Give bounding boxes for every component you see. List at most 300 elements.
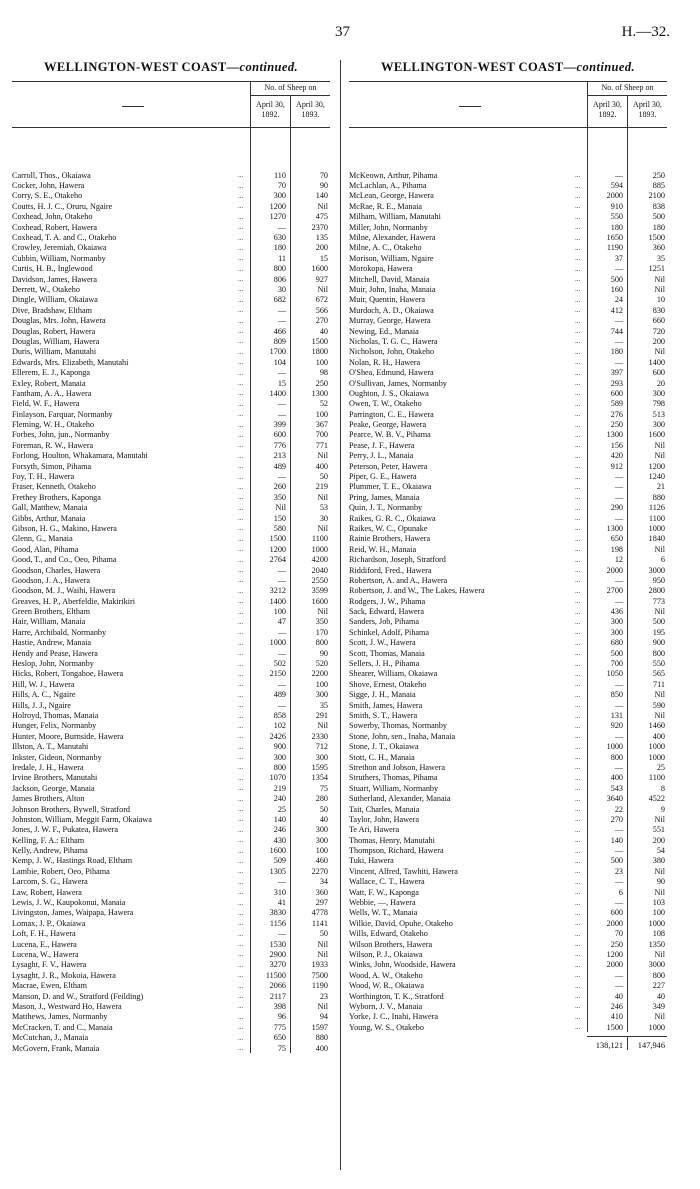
table-row xyxy=(349,180,667,190)
owner-name: Glenn, G., Manaia xyxy=(12,534,73,544)
sheep-1892: 110 xyxy=(274,170,286,180)
owner-name: Gibbs, Arthur, Manaia xyxy=(12,513,86,523)
sheep-1892: 156 xyxy=(610,440,623,450)
sheep-1892: — xyxy=(277,575,286,585)
sheep-1892: — xyxy=(277,472,286,482)
sheep-1893: 1354 xyxy=(311,773,328,783)
owner-name: Nolan, R. H., Hawera xyxy=(349,357,421,367)
owner-name: Corry, S. E., Otakeho xyxy=(12,191,83,201)
column-rule xyxy=(290,128,291,1053)
sheep-1893: Nil xyxy=(317,721,328,731)
owner-name: Hills, A. C., Ngaire xyxy=(12,690,76,700)
sheep-1893: 800 xyxy=(652,970,665,980)
leader-dots: ... xyxy=(238,690,244,699)
leader-dots: ... xyxy=(575,410,581,419)
owner-name: Foreman, R. W., Hawera xyxy=(12,440,94,450)
sheep-1892: 300 xyxy=(273,752,286,762)
leader-dots: ... xyxy=(575,680,581,689)
owner-name: Lewis, J. W., Kaupokonui, Manaia xyxy=(12,898,126,908)
sheep-1893: 1100 xyxy=(648,513,665,523)
table-row xyxy=(12,378,330,388)
sheep-1892: — xyxy=(277,222,286,232)
owner-name: Finlayson, Farquar, Normanby xyxy=(12,409,113,419)
table-row xyxy=(349,513,667,523)
leader-dots: ... xyxy=(238,368,244,377)
owner-name: Illston, A. T., Manutahi xyxy=(12,742,89,752)
owner-name: Plummer, T. E., Okaiawa xyxy=(349,482,432,492)
sheep-1892: 744 xyxy=(610,326,623,336)
sheep-1893: 103 xyxy=(652,898,665,908)
leader-dots: ... xyxy=(575,285,581,294)
sheep-1892: — xyxy=(614,264,623,274)
leader-dots: ... xyxy=(575,441,581,450)
sheep-1893: Nil xyxy=(654,347,665,357)
sheep-1892: — xyxy=(614,316,623,326)
sheep-1893: 2040 xyxy=(311,565,328,575)
sheep-1893: 660 xyxy=(652,316,665,326)
table-row xyxy=(12,513,330,523)
table-row xyxy=(12,367,330,377)
table-row xyxy=(349,648,667,658)
table-row xyxy=(12,845,330,855)
sheep-1892: 246 xyxy=(273,825,286,835)
leader-dots: ... xyxy=(575,898,581,907)
table-row xyxy=(12,471,330,481)
owner-name: Edwards, Mrs. Elizabeth, Manutahi xyxy=(12,357,129,367)
sheep-1893: 700 xyxy=(315,430,328,440)
sheep-1893: 1597 xyxy=(311,1022,328,1032)
sheep-1893: 380 xyxy=(652,856,665,866)
leader-dots: ... xyxy=(575,971,581,980)
table-row xyxy=(349,534,667,544)
table-row xyxy=(12,960,330,970)
table-row xyxy=(12,274,330,284)
sheep-1893: Nil xyxy=(654,711,665,720)
leader-dots: ... xyxy=(575,940,581,949)
sheep-1893: 90 xyxy=(319,181,328,191)
owner-name: Strethon and Jobson, Hawera xyxy=(349,762,445,772)
owner-name: Morison, William, Ngaire xyxy=(349,253,434,263)
sheep-1892: — xyxy=(277,565,286,575)
sheep-1892: 70 xyxy=(277,181,286,191)
sheep-1892: 806 xyxy=(273,274,286,284)
sheep-1893: 100 xyxy=(315,679,328,689)
leader-dots: ... xyxy=(575,815,581,824)
total-1893: 147,946 xyxy=(627,1036,667,1050)
sheep-1893: 1190 xyxy=(311,981,328,991)
sheep-1893: Nil xyxy=(654,949,665,959)
sheep-1892: 6 xyxy=(618,887,623,897)
sheep-1892: 809 xyxy=(273,336,286,346)
leader-dots: ... xyxy=(575,503,581,512)
sheep-1892: 96 xyxy=(277,1012,286,1022)
leader-dots: ... xyxy=(575,960,581,969)
sheep-1892: 900 xyxy=(273,742,286,752)
sheep-1893: 950 xyxy=(652,575,665,585)
owner-name: Webbie, —, Hawera xyxy=(349,898,416,908)
table-row xyxy=(349,1012,667,1022)
leader-dots: ... xyxy=(238,638,244,647)
column-rule xyxy=(587,128,588,1032)
table-row xyxy=(349,887,667,897)
sheep-1893: 227 xyxy=(652,981,665,991)
owner-name: Matthews, James, Normanby xyxy=(12,1012,108,1022)
sheep-1892: 23 xyxy=(614,866,623,876)
table-row xyxy=(349,939,667,949)
owner-name: Harre, Archibald, Normanby xyxy=(12,627,107,637)
sheep-1893: 927 xyxy=(315,274,328,284)
sheep-1893: Nil xyxy=(654,887,665,897)
sheep-1892: 15 xyxy=(277,378,286,388)
table-row xyxy=(349,212,667,222)
sheep-1893: 291 xyxy=(315,711,328,720)
table-row xyxy=(349,586,667,596)
sheep-1893: 475 xyxy=(315,212,328,222)
sheep-1892: 1305 xyxy=(269,866,286,876)
owner-name: Scott, Thomas, Manaia xyxy=(349,648,425,658)
sheep-1892: — xyxy=(277,877,286,887)
owner-name: Thompson, Richard, Hawera xyxy=(349,846,444,856)
table-row xyxy=(12,783,330,793)
table-row xyxy=(349,793,667,803)
sheep-1893: Nil xyxy=(654,274,665,284)
owner-name: Schinkel, Adolf, Pihama xyxy=(349,627,430,637)
leader-dots: ... xyxy=(575,805,581,814)
sheep-1892: 300 xyxy=(273,191,286,201)
table-row xyxy=(12,347,330,357)
owner-name: Duris, William, Manutahi xyxy=(12,347,97,357)
sheep-1892: — xyxy=(614,898,623,908)
sheep-1893: 6 xyxy=(660,555,665,565)
owner-name: Smith, S. T., Hawera xyxy=(349,711,418,720)
sheep-1893: 180 xyxy=(652,222,665,232)
leader-dots: ... xyxy=(575,191,581,200)
owner-name: Lucena, W., Hawera xyxy=(12,949,79,959)
leader-dots: ... xyxy=(575,534,581,543)
sheep-1893: 1240 xyxy=(648,472,665,482)
owner-name: Muir, John, Inaha, Manaia xyxy=(349,284,436,294)
leader-dots: ... xyxy=(575,254,581,263)
sheep-1892: 858 xyxy=(273,711,286,720)
owner-name: Hair, William, Manaia xyxy=(12,617,86,627)
table-row xyxy=(12,492,330,502)
sheep-1893: 900 xyxy=(652,638,665,648)
table-row xyxy=(12,180,330,190)
table-row xyxy=(12,451,330,461)
sheep-1892: — xyxy=(614,513,623,523)
sheep-1892: 180 xyxy=(610,347,623,357)
sheep-1892: — xyxy=(614,170,623,180)
table-row xyxy=(12,1012,330,1022)
leader-dots: ... xyxy=(575,597,581,606)
sheep-1893: 98 xyxy=(319,368,328,378)
leader-dots: ... xyxy=(575,701,581,710)
sheep-1892: 310 xyxy=(273,887,286,897)
leader-dots: ... xyxy=(575,243,581,252)
owner-name: Struthers, Thomas, Pihama xyxy=(349,773,438,783)
sheep-1893: 280 xyxy=(315,794,328,804)
table-row xyxy=(349,378,667,388)
table-row xyxy=(349,783,667,793)
leader-dots: ... xyxy=(238,285,244,294)
owner-name: Oughton, J. S., Okaiawa xyxy=(349,388,429,398)
owner-name: O'Shea, Edmund, Hawera xyxy=(349,368,434,378)
sheep-1892: 1530 xyxy=(269,939,286,949)
leader-dots: ... xyxy=(238,223,244,232)
sheep-1892: 3830 xyxy=(269,908,286,918)
owner-name: Yorke, J. C., Inahi, Hawera xyxy=(349,1012,438,1022)
leader-dots: ... xyxy=(575,732,581,741)
leader-dots: ... xyxy=(575,607,581,616)
table-row xyxy=(12,482,330,492)
right-table-body xyxy=(349,128,667,1032)
sheep-1893: 880 xyxy=(315,1033,328,1043)
table-row xyxy=(12,399,330,409)
leader-dots: ... xyxy=(238,908,244,917)
sheep-1893: 297 xyxy=(315,898,328,908)
leader-dots: ... xyxy=(575,617,581,626)
sheep-1892: 2900 xyxy=(269,949,286,959)
table-row xyxy=(349,897,667,907)
sheep-1892: — xyxy=(614,357,623,367)
leader-dots: ... xyxy=(575,264,581,273)
leader-dots: ... xyxy=(575,1002,581,1011)
sheep-1893: 550 xyxy=(652,659,665,669)
header-dash xyxy=(459,106,481,107)
sheep-1892: — xyxy=(614,679,623,689)
sheep-1893: 100 xyxy=(315,846,328,856)
leader-dots: ... xyxy=(575,763,581,772)
sheep-1892: 1600 xyxy=(269,846,286,856)
leader-dots: ... xyxy=(575,347,581,356)
sheep-1893: Nil xyxy=(654,690,665,700)
owner-name: Cubbin, William, Normanby xyxy=(12,253,106,263)
leader-dots: ... xyxy=(238,649,244,658)
sheep-1892: — xyxy=(614,825,623,835)
owner-name: Green Brothers, Eltham xyxy=(12,607,90,617)
sheep-count-header: No. of Sheep on xyxy=(250,82,330,96)
owner-name: Foy, T. H., Hawera xyxy=(12,472,75,482)
sheep-1892: 1050 xyxy=(606,669,623,679)
sheep-1892: — xyxy=(277,648,286,658)
table-row xyxy=(349,908,667,918)
owner-name: Wells, W. T., Manaia xyxy=(349,908,418,918)
sheep-1893: 40 xyxy=(319,326,328,336)
table-row xyxy=(349,326,667,336)
sheep-1892: 1190 xyxy=(606,243,623,253)
leader-dots: ... xyxy=(575,358,581,367)
owner-name: Pease, J. F., Hawera xyxy=(349,440,415,450)
sheep-1892: 594 xyxy=(610,181,623,191)
sheep-1892: 3270 xyxy=(269,960,286,970)
sheep-1893: 53 xyxy=(319,503,328,513)
sheep-1893: 520 xyxy=(315,659,328,669)
table-row xyxy=(12,264,330,274)
right-column xyxy=(349,60,667,1050)
leader-dots: ... xyxy=(238,555,244,564)
owner-name: Wilson, P. J., Okaiawa xyxy=(349,949,423,959)
table-row xyxy=(349,731,667,741)
owner-name: Wilson Brothers, Hawera xyxy=(349,939,433,949)
table-row xyxy=(349,399,667,409)
owner-name: Manson, D. and W., Stratford (Feilding) xyxy=(12,991,144,1001)
sheep-1892: 589 xyxy=(610,399,623,409)
sheep-1893: 140 xyxy=(315,191,328,201)
sheep-1892: 290 xyxy=(610,503,623,513)
owner-name: Shearer, William, Okaiawa xyxy=(349,669,438,679)
owner-name: Coxhead, Robert, Hawera xyxy=(12,222,98,232)
sheep-1893: 798 xyxy=(652,399,665,409)
sheep-1892: — xyxy=(614,492,623,502)
sheep-1892: 2000 xyxy=(606,918,623,928)
sheep-1892: 293 xyxy=(610,378,623,388)
leader-dots: ... xyxy=(238,191,244,200)
sheep-1893: 513 xyxy=(652,409,665,419)
sheep-1893: 771 xyxy=(315,440,328,450)
leader-dots: ... xyxy=(238,597,244,606)
owner-name: Sigge, J. H., Manaia xyxy=(349,690,416,700)
table-row xyxy=(349,825,667,835)
owner-name: Davidson, James, Hawera xyxy=(12,274,98,284)
table-row xyxy=(349,264,667,274)
sheep-1892: 11500 xyxy=(265,970,286,980)
owner-name: Goodson, Charles, Hawera xyxy=(12,565,101,575)
table-row xyxy=(12,627,330,637)
leader-dots: ... xyxy=(575,908,581,917)
total-1892: 138,121 xyxy=(587,1036,627,1050)
table-row xyxy=(12,305,330,315)
owner-name: Lucena, E., Hawera xyxy=(12,939,77,949)
table-row xyxy=(12,887,330,897)
owner-name: McRae, R. E., Manaia xyxy=(349,201,422,211)
table-row xyxy=(12,212,330,222)
leader-dots: ... xyxy=(238,846,244,855)
header-dash xyxy=(122,106,144,107)
table-row xyxy=(12,793,330,803)
sheep-1893: 773 xyxy=(652,596,665,606)
table-row xyxy=(12,461,330,471)
leader-dots: ... xyxy=(575,389,581,398)
leader-dots: ... xyxy=(238,306,244,315)
owner-name: Tuki, Hawera xyxy=(349,856,394,866)
owner-name: Rainie Brothers, Hawera xyxy=(349,534,431,544)
owner-name: Sutherland, Alexander, Manaia xyxy=(349,794,451,804)
sheep-1893: 90 xyxy=(319,648,328,658)
owner-name: Forlong, Houlton, Whakamara, Manutahi xyxy=(12,451,148,461)
sheep-1892: 2150 xyxy=(269,669,286,679)
owner-name: Stott, C. H., Manaia xyxy=(349,752,415,762)
sheep-count-header: No. of Sheep on xyxy=(587,82,667,96)
table-row xyxy=(12,243,330,253)
table-row xyxy=(349,430,667,440)
sheep-1893: 460 xyxy=(315,856,328,866)
owner-name: Goodson, M. J., Waihi, Hawera xyxy=(12,586,116,596)
owner-name: Pring, James, Manaia xyxy=(349,492,420,502)
leader-dots: ... xyxy=(575,669,581,678)
table-row xyxy=(12,814,330,824)
table-row xyxy=(12,409,330,419)
owner-name: Peterson, Peter, Hawera xyxy=(349,461,428,471)
owner-name: Douglas, Robert, Hawera xyxy=(12,326,96,336)
table-row xyxy=(349,243,667,253)
sheep-1893: 25 xyxy=(656,762,665,772)
table-row xyxy=(12,440,330,450)
sheep-1892: — xyxy=(614,970,623,980)
sheep-1892: 1500 xyxy=(269,534,286,544)
leader-dots: ... xyxy=(238,337,244,346)
leader-dots: ... xyxy=(238,929,244,938)
table-row xyxy=(12,357,330,367)
table-row xyxy=(349,596,667,606)
sheep-1892: 11 xyxy=(278,253,286,263)
sheep-1892: 12 xyxy=(614,555,623,565)
sheep-1892: 30 xyxy=(277,284,286,294)
owner-name: Wood, W. R., Okaiawa xyxy=(349,981,425,991)
sheep-1892: 800 xyxy=(273,762,286,772)
sheep-1893: 838 xyxy=(652,201,665,211)
leader-dots: ... xyxy=(575,212,581,221)
sheep-1893: 7500 xyxy=(311,970,328,980)
table-row xyxy=(12,326,330,336)
sheep-1892: 412 xyxy=(610,305,623,315)
sheep-1893: Nil xyxy=(317,939,328,949)
owner-name: Winks, John, Woodside, Hawera xyxy=(349,960,456,970)
table-row xyxy=(349,409,667,419)
leader-dots: ... xyxy=(238,856,244,865)
leader-dots: ... xyxy=(575,856,581,865)
sheep-1892: 40 xyxy=(614,991,623,1001)
leader-dots: ... xyxy=(575,202,581,211)
leader-dots: ... xyxy=(238,877,244,886)
sheep-1893: 3599 xyxy=(311,586,328,596)
sheep-1892: 489 xyxy=(273,690,286,700)
owner-name: McLachlan, A., Pihama xyxy=(349,181,427,191)
table-row xyxy=(12,1032,330,1042)
sheep-1893: 21 xyxy=(656,482,665,492)
leader-dots: ... xyxy=(238,181,244,190)
table-row xyxy=(349,440,667,450)
sheep-1892: 1200 xyxy=(269,201,286,211)
table-row xyxy=(349,575,667,585)
sheep-1892: 2700 xyxy=(606,586,623,596)
right-column-title xyxy=(349,60,667,75)
sheep-1892: 775 xyxy=(273,1022,286,1032)
leader-dots: ... xyxy=(575,919,581,928)
table-row xyxy=(12,762,330,772)
left-table-body xyxy=(12,128,330,1053)
leader-dots: ... xyxy=(238,888,244,897)
sheep-1892: 776 xyxy=(273,440,286,450)
sheep-1893: 40 xyxy=(656,991,665,1001)
sheep-1893: 720 xyxy=(652,326,665,336)
owner-name: Kelly, Andrew, Pihama xyxy=(12,846,88,856)
leader-dots: ... xyxy=(238,410,244,419)
sheep-1893: 35 xyxy=(656,253,665,263)
sheep-1892: 22 xyxy=(614,804,623,814)
sheep-1893: 250 xyxy=(652,170,665,180)
sheep-1893: 54 xyxy=(656,846,665,856)
sheep-1893: 90 xyxy=(656,877,665,887)
sheep-1893: 3000 xyxy=(648,960,665,970)
sheep-1892: 250 xyxy=(610,939,623,949)
leader-dots: ... xyxy=(575,753,581,762)
sheep-1893: 270 xyxy=(315,316,328,326)
table-row xyxy=(349,658,667,668)
table-row xyxy=(349,305,667,315)
owner-name: Lambie, Robert, Oeo, Pihama xyxy=(12,866,110,876)
owner-name: Stuart, William, Normanby xyxy=(349,783,439,793)
owner-name: Riddiford, Fred., Hawera xyxy=(349,565,432,575)
